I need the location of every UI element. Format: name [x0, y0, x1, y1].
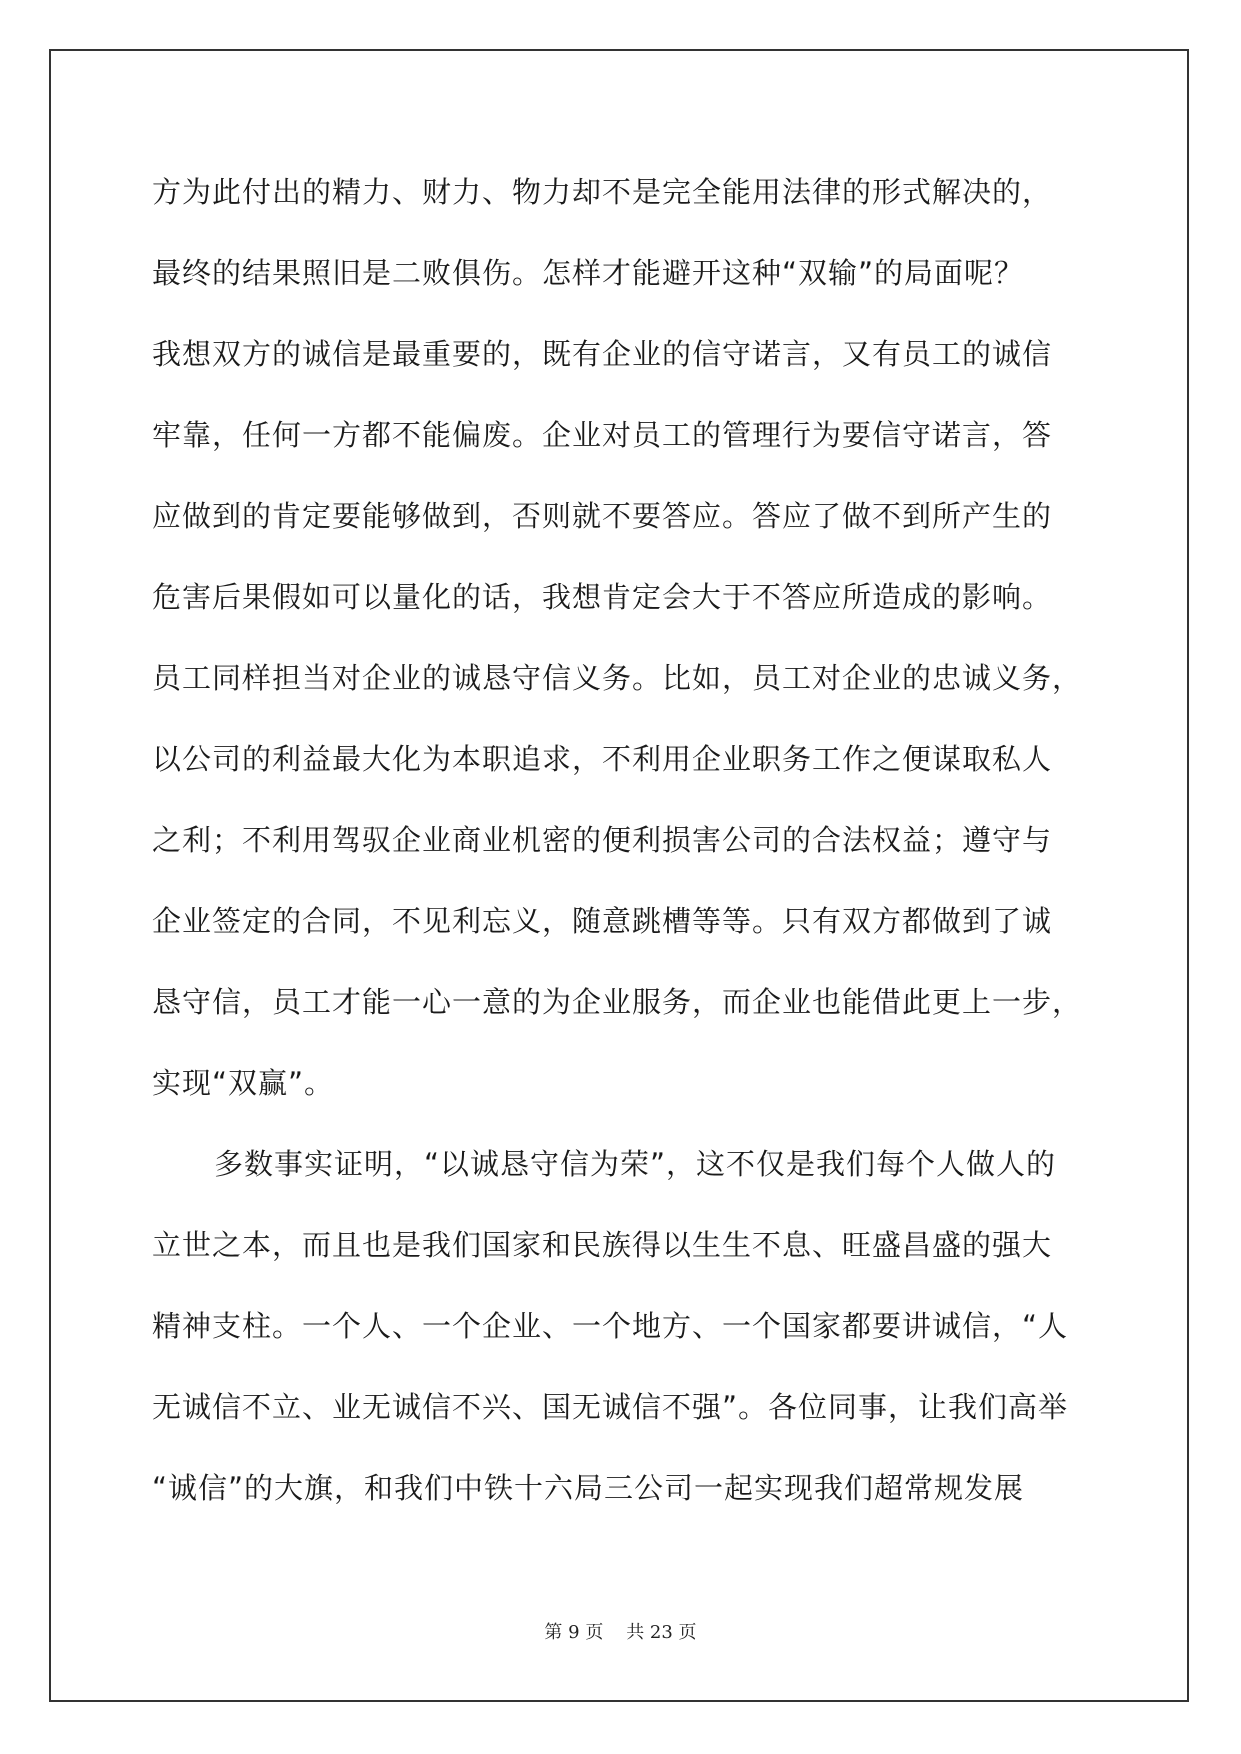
- document-body: [152, 172, 1092, 1549]
- body-line-14: 立世之本，而且也是我们国家和民族得以生生不息、旺盛昌盛的强大: [152, 1228, 1053, 1262]
- body-line-9: 之利；不利用驾驭企业商业机密的便利损害公司的合法权益；遵守与: [152, 823, 1053, 857]
- body-line-3: 我想双方的诚信是最重要的，既有企业的信守诺言，又有员工的诚信: [152, 337, 1053, 371]
- body-line-5: 应做到的肯定要能够做到，否则就不要答应。答应了做不到所产生的: [152, 499, 1053, 533]
- body-line-15: 精神支柱。一个人、一个企业、一个地方、一个国家都要讲诚信，“人: [152, 1309, 1069, 1343]
- body-line-17: “诚信”的大旗，和我们中铁十六局三公司一起实现我们超常规发展: [152, 1471, 1025, 1505]
- body-line-10: 企业签定的合同，不见利忘义，随意跳槽等等。只有双方都做到了诚: [152, 904, 1053, 938]
- body-line-8: 以公司的利益最大化为本职追求，不利用企业职务工作之便谋取私人: [152, 742, 1053, 776]
- body-line-6: 危害后果假如可以量化的话，我想肯定会大于不答应所造成的影响。: [152, 580, 1053, 614]
- body-line-12: 实现“双赢”。: [152, 1066, 335, 1100]
- page-footer: [0, 1621, 1241, 1645]
- body-line-1: 方为此付出的精力、财力、物力却不是完全能用法律的形式解决的，: [152, 175, 1053, 209]
- body-line-11: 恳守信，员工才能一心一意的为企业服务，而企业也能借此更上一步，: [152, 985, 1083, 1019]
- page-number-label: 第 9 页 共 23 页: [544, 1622, 697, 1643]
- body-line-7: 员工同样担当对企业的诚恳守信义务。比如，员工对企业的忠诚义务，: [152, 661, 1083, 695]
- body-line-2: 最终的结果照旧是二败俱伤。怎样才能避开这种“双输”的局面呢？: [152, 256, 1025, 290]
- body-line-16: 无诚信不立、业无诚信不兴、国无诚信不强”。各位同事，让我们高举: [152, 1390, 1069, 1424]
- body-line-13: 多数事实证明，“以诚恳守信为荣”，这不仅是我们每个人做人的: [214, 1147, 1057, 1181]
- body-line-4: 牢靠，任何一方都不能偏废。企业对员工的管理行为要信守诺言，答: [152, 418, 1053, 452]
